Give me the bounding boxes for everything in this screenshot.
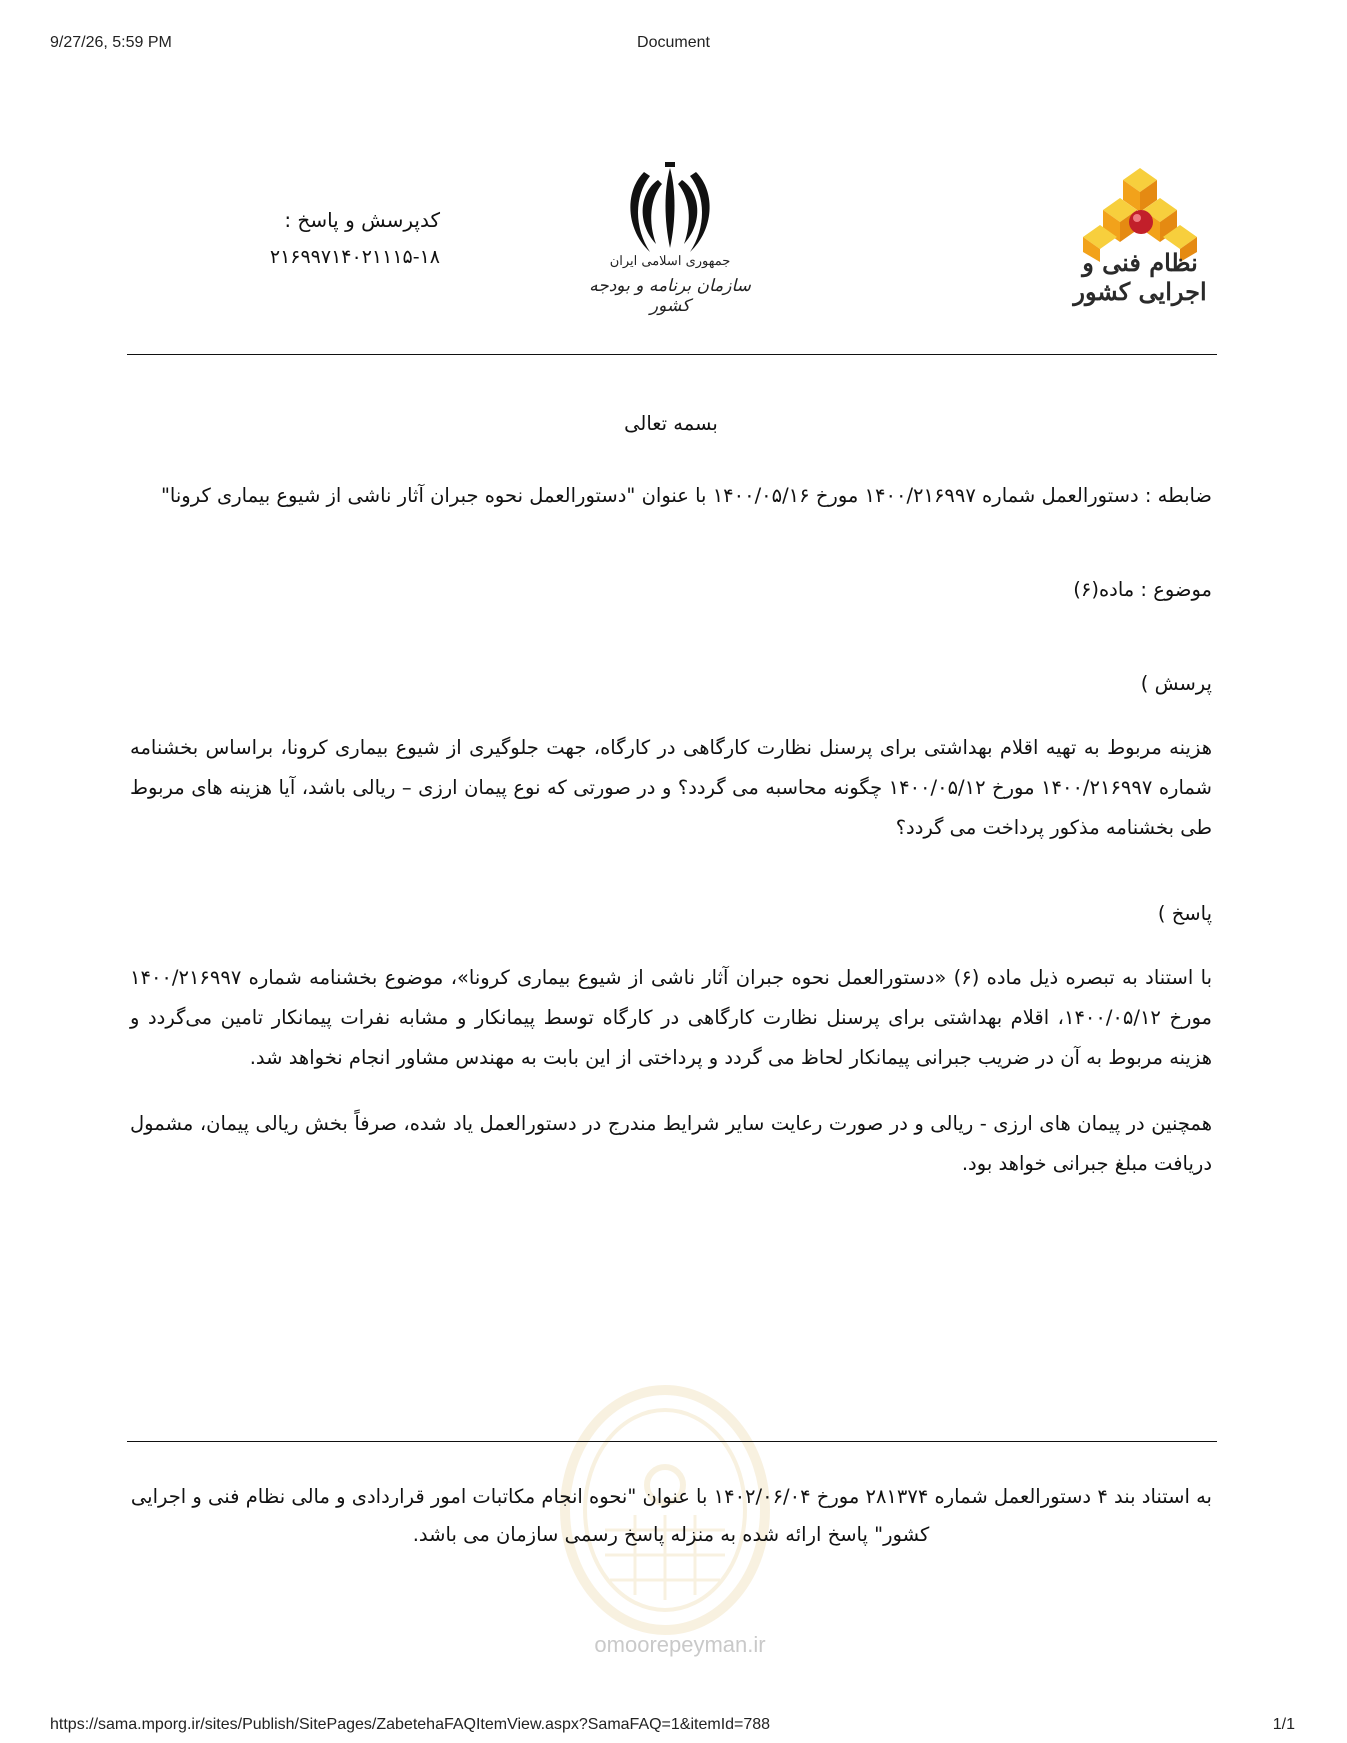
qa-code-value: ۲۱۶۹۹۷۱۴۰۲۱۱۱۵-۱۸	[269, 246, 440, 268]
header-divider	[127, 354, 1217, 355]
emblem-caption-country: جمهوری اسلامی ایران	[609, 254, 731, 269]
print-url: https://sama.mporg.ir/sites/Publish/SitePages/ZabetehaFAQItemView.aspx?SamaFAQ=1&itemId=788	[50, 1716, 771, 1733]
footer-note-line-2: کشور" پاسخ ارائه شده به منزله پاسخ رسمی سازمان می باشد.	[412, 1523, 930, 1546]
watermark-site: omoorepeyman.ir	[594, 1632, 766, 1657]
basmala: بسمه تعالی	[624, 412, 718, 435]
footer-note-line-1: به استناد بند ۴ دستورالعمل شماره ۲۸۱۳۷۴ مورخ ۱۴۰۲/۰۶/۰۴ با عنوان "نحوه انجام مکاتبات امور قراردادی و مالی نظام فنی و اجرایی	[130, 1485, 1212, 1508]
emblem-caption-organization: سازمان برنامه و بودجه کشور	[589, 276, 751, 316]
qa-code-label: کدپرسش و پاسخ :	[284, 208, 440, 232]
print-datetime: 9/27/26, 5:59 PM	[50, 34, 172, 51]
iran-emblem-icon	[620, 160, 720, 260]
answer-paragraph-2: همچنین در پیمان های ارزی - ریالی و در صورت رعایت سایر شرایط مندرج در دستورالعمل یاد شده، صرفاً بخش ریالی پیمان، مشمول دریافت مبلغ جبرانی خواهد بود.	[130, 1112, 1212, 1175]
footer-divider	[127, 1441, 1217, 1442]
subject-line: موضوع : ماده(۶)	[1073, 578, 1212, 601]
question-heading: پرسش )	[1140, 672, 1212, 695]
nezam-fanni-logo-text: نظام فنی و اجرایی کشور	[1073, 248, 1207, 306]
answer-heading: پاسخ )	[1157, 902, 1212, 925]
question-text: هزینه مربوط به تهیه اقلام بهداشتی برای پرسنل نظارت کارگاهی در کارگاه، جهت جلوگیری از شیوع بیماری کرونا، براساس بخشنامه شماره ۱۴۰۰/۲۱۶۹۹۷ مورخ ۱۴۰۰/۰۵/۱۲ چگونه محاسبه می گردد؟ و در صورتی که نوع پیمان ارزی – ریالی باشد، آیا هزینه های مربوط طی بخشنامه مذکور پرداخت می گردد؟	[130, 736, 1213, 839]
print-page-number: 1/1	[1272, 1716, 1295, 1733]
rule-reference: ضابطه : دستورالعمل شماره ۱۴۰۰/۲۱۶۹۹۷ مورخ ۱۴۰۰/۰۵/۱۶ با عنوان "دستورالعمل نحوه جبران آثار ناشی از شیوع بیماری کرونا"	[160, 484, 1212, 507]
answer-paragraph-1: با استناد به تبصره ذیل ماده (۶) «دستورالعمل نحوه جبران آثار ناشی از شیوع بیماری کرونا»، موضوع بخشنامه شماره ۱۴۰۰/۲۱۶۹۹۷ مورخ ۱۴۰۰/۰۵/۱۲، اقلام بهداشتی برای پرسنل نظارت کارگاهی در کارگاه توسط پیمانکار و مشابه نفرات پیمانکار تامین می‌گردد و هزینه مربوط به آن در ضریب جبرانی پیمانکار لحاظ می گردد و پرداختی از این بابت به مهندس مشاور انجام نخواهد شد.	[130, 966, 1212, 1069]
print-doc-title: Document	[637, 34, 710, 51]
